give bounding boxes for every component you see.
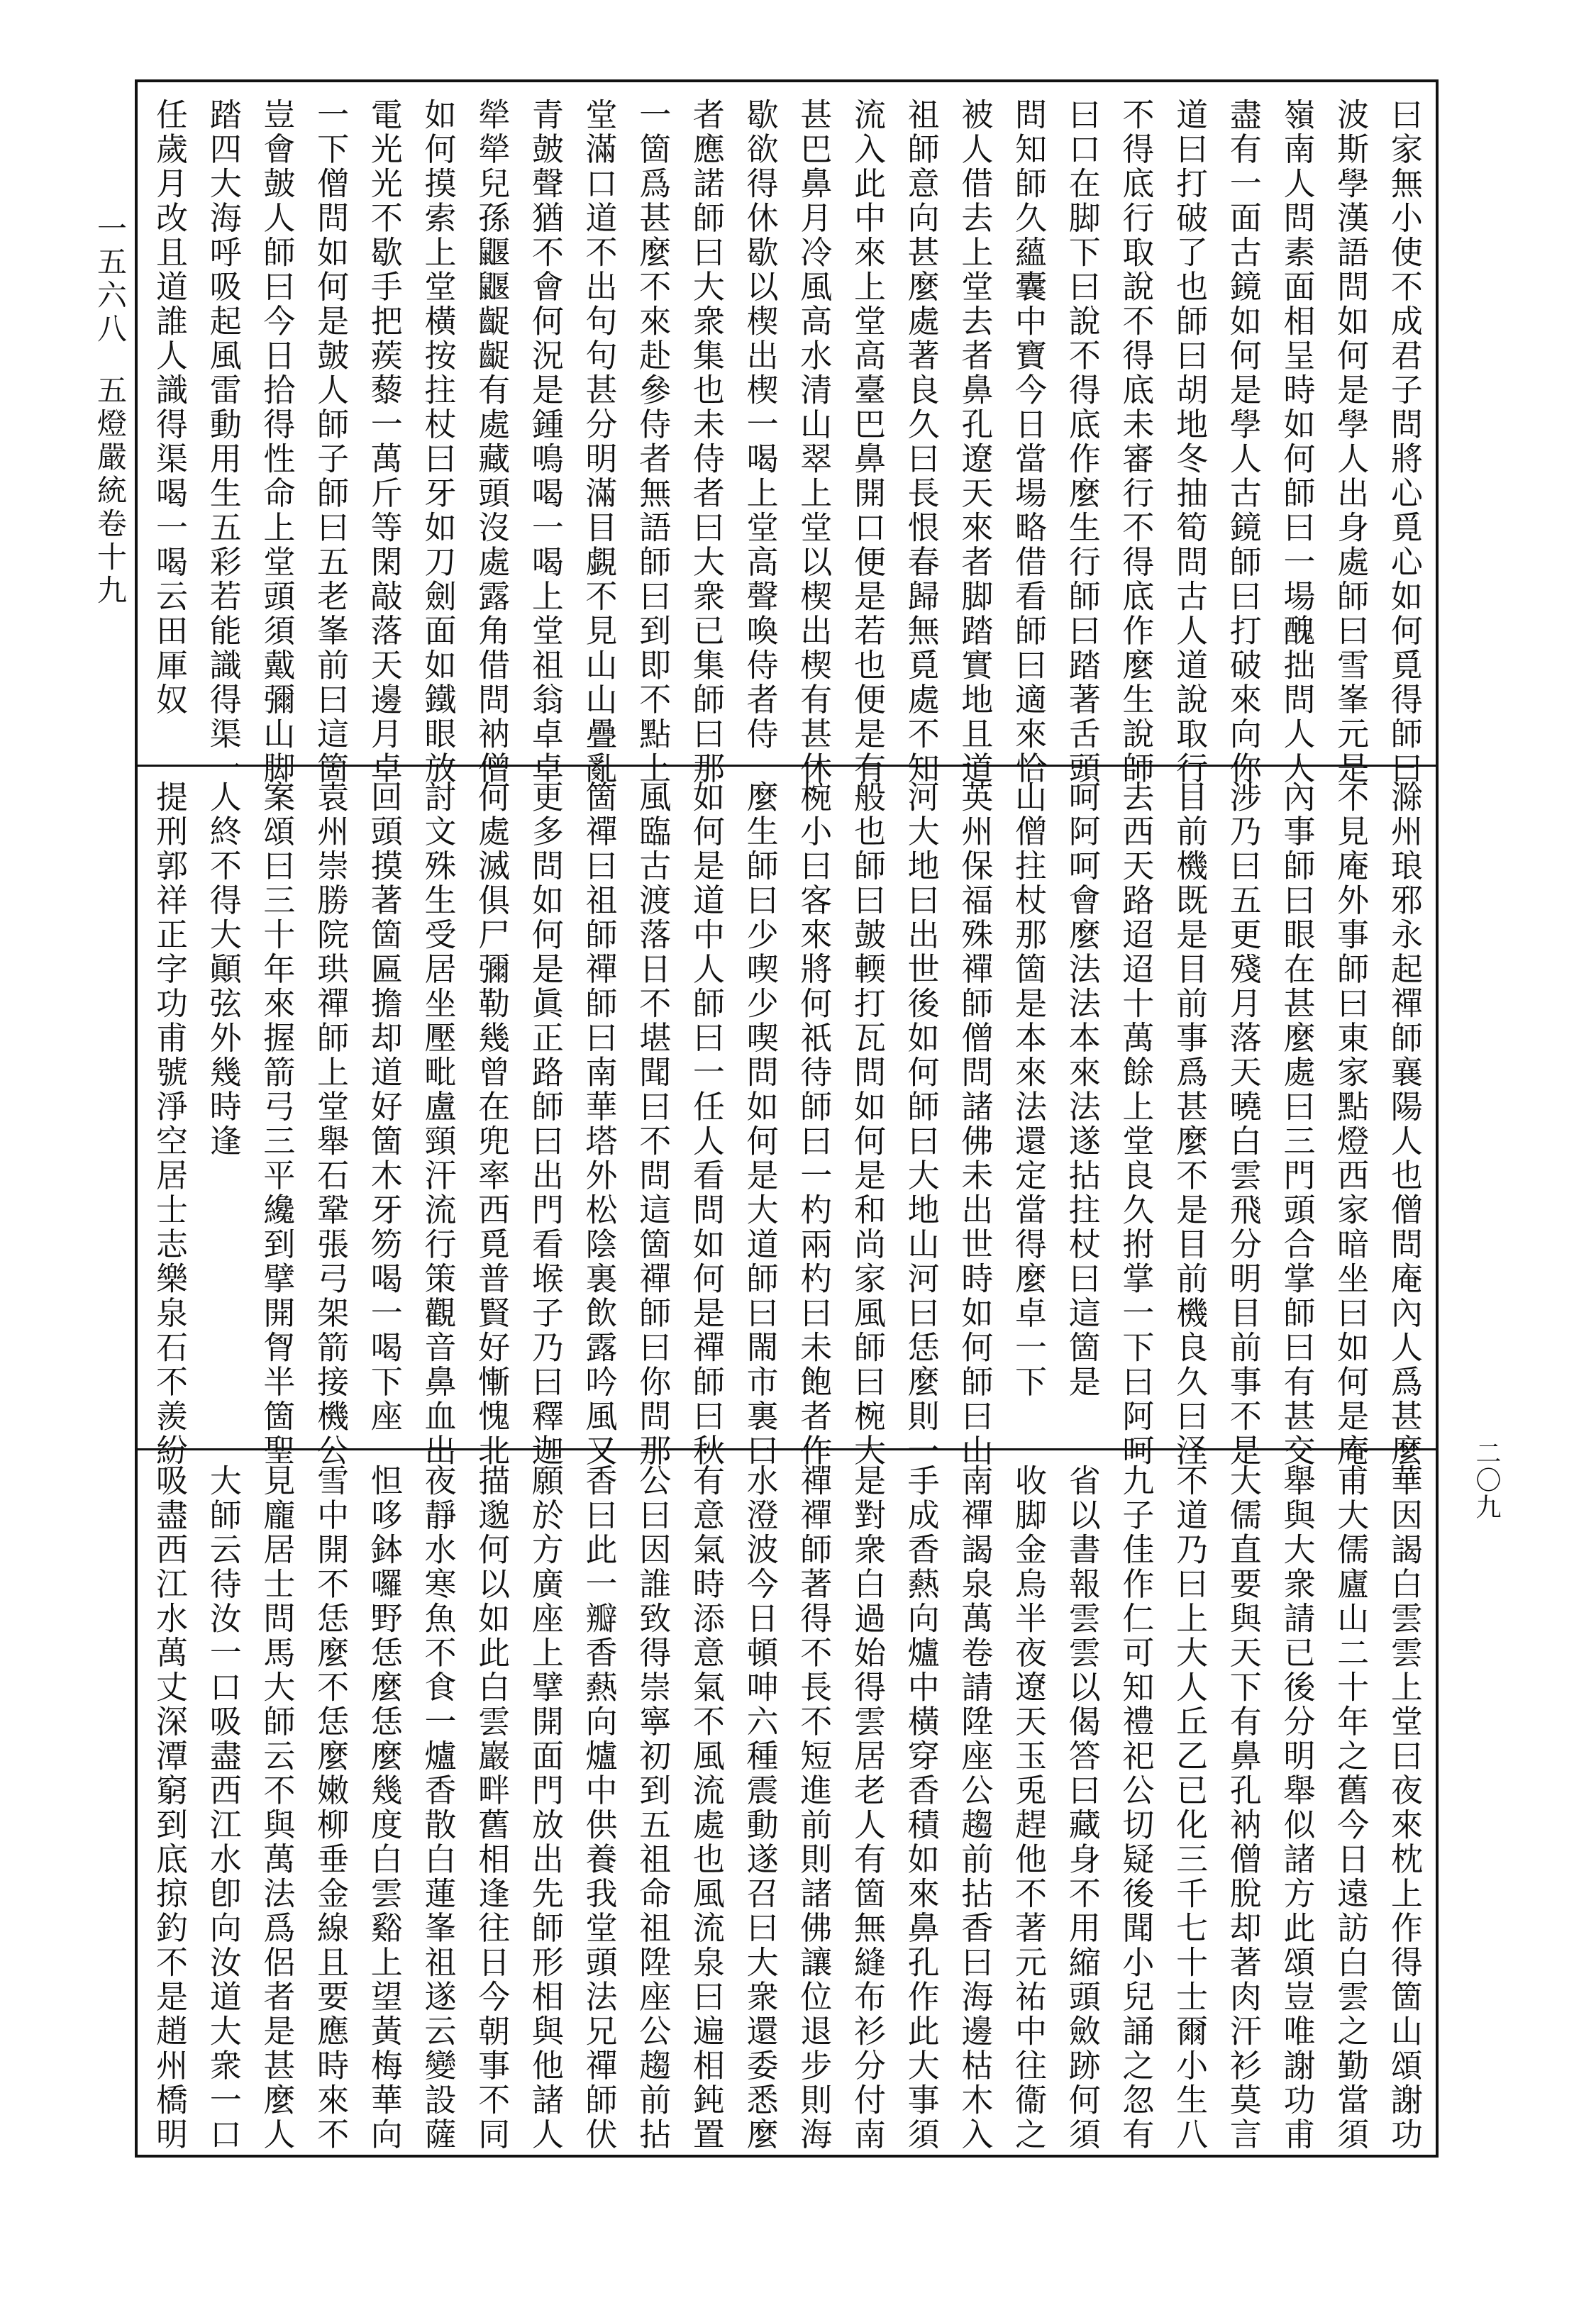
- text-column: 收脚金烏半夜遼天玉兎趕他不著元祐中往衞之: [1009, 1464, 1047, 2152]
- text-column: 目前機既是目前事爲甚麼不是目前機良久曰𣲾: [1170, 780, 1209, 1468]
- text-column: 曰家無小使不成君子問將心覓心如何覓得師曰: [1385, 98, 1423, 786]
- text-column: 任歲月改且道誰人識得渠喝一喝云田厙奴: [150, 98, 188, 717]
- text-column: 波斯學漢語問如何是學人出身處師曰雪峯元是: [1331, 98, 1370, 786]
- text-column: 回頭摸著箇匾擔却道好箇木牙笏喝一喝下座: [365, 780, 403, 1434]
- text-column: 華因謁白雲雲上堂曰夜來枕上作得箇山頌謝功: [1385, 1464, 1423, 2152]
- register-top: [138, 98, 1436, 786]
- text-column: 嶺南人問素面相呈時如何師曰一場醜拙問人人: [1278, 98, 1316, 786]
- text-column: 南禪謁泉萬卷請陞座公趨前拈香曰海邊枯木入: [955, 1464, 994, 2152]
- text-column: 呵阿呵會麼法法本來法遂拈拄杖曰這箇是: [1063, 780, 1101, 1399]
- text-column: 有意氣時添意氣不風流處也風流泉曰遍相鈍置: [687, 1464, 725, 2152]
- text-column: 不道乃曰上大人丘乙已化三千七十士爾小生八: [1170, 1464, 1209, 2152]
- text-column: 堂滿口道不出句句甚分明滿目覷不見山山疊亂: [580, 98, 618, 786]
- text-column: 風臨古渡落日不堪聞曰不問這箇禪師曰你問那: [633, 780, 672, 1468]
- text-column: 大儒直要與天下有鼻孔衲僧脫却著肉汗衫莫言: [1224, 1464, 1262, 2152]
- text-column: 公曰因誰致得崇寧初到五祖命祖陞座公趨前拈: [633, 1464, 672, 2152]
- text-column: 盡有一面古鏡如何是學人古鏡師曰打破來向你: [1224, 98, 1262, 786]
- text-column: 禪禪師著得不長不短進前則諸佛讓位退步則海: [794, 1464, 833, 2152]
- text-column: 雪中開不恁麼不恁麼嫩柳垂金線且要應時來不: [311, 1464, 350, 2152]
- text-columns: [138, 98, 1436, 786]
- text-column: 山僧拄杖那箇是本來法還定當得麼卓一下: [1009, 780, 1047, 1399]
- text-column: 手成香爇向爐中橫穿香積如來鼻孔作此大事須: [902, 1464, 940, 2152]
- text-column: 九子佳作仁可知禮祀公切疑後聞小兒誦之忽有: [1116, 1464, 1155, 2152]
- text-column: 河大地曰出世後如何師曰大地山河曰恁麼則一: [902, 780, 940, 1468]
- text-column: 描邈何以如此白雲巖畔舊相逢往日今朝事不同: [472, 1464, 511, 2152]
- text-column: 見龐居士問馬大師云不與萬法爲侶者是甚麼人: [257, 1464, 296, 2152]
- text-column: 甫大儒廬山二十年之舊今日遠訪白雲之勤當須: [1331, 1464, 1370, 2152]
- text-column: 青皷聲猶不會何況是鍾鳴喝一喝上堂祖翁卓卓: [526, 98, 564, 786]
- text-column: 麼生師曰少喫少喫問如何是大道師曰閙市裏曰: [741, 780, 779, 1468]
- text-column: 涉乃曰五更殘月落天曉白雲飛分明目前事不是: [1224, 780, 1262, 1468]
- text-column: 不見庵外事師曰東家點燈西家暗坐曰如何是庵: [1331, 780, 1370, 1468]
- folio-number: 二〇九: [1472, 1440, 1501, 1521]
- text-column: 香曰此一瓣香爇向爐中供養我堂頭法兄禪師伏: [580, 1464, 618, 2152]
- text-column: 怛哆鉢囉野恁麼恁麼幾度白雲谿上望黃梅華向: [365, 1464, 403, 2152]
- text-column: 道曰打破了也師曰胡地冬抽筍問古人道說取行: [1170, 98, 1209, 786]
- text-column: 英州保福殊禪師僧問諸佛未出世時如何師曰山: [955, 780, 994, 1468]
- text-column: 人終不得大顚弦外幾時逢: [204, 780, 242, 1159]
- text-columns: [138, 780, 1436, 1468]
- text-column: 者應諾師曰大衆集也未侍者曰大衆已集師曰那: [687, 98, 725, 786]
- text-column: 一下僧問如何是皷人師子師曰五老峯前曰這箇: [311, 98, 350, 786]
- text-column: 不得底行取說不得底未審行不得底作麼生說師: [1116, 98, 1155, 786]
- text-column: 被人借去上堂去者鼻孔遼天來者脚踏實地且道: [955, 98, 994, 786]
- text-column: 箇禪曰祖師禪師曰南華塔外松陰裏飲露吟風又: [580, 780, 618, 1468]
- text-column: 何處滅俱尸彌勒幾曾在兜率西覓普賢好慚愧北: [472, 780, 511, 1468]
- text-column: 犖犖兒孫鼴鼴齪齪有處藏頭沒處露角借問衲僧: [472, 98, 511, 786]
- text-column: 案頌曰三十年來握箭弓三平纔到擘開胷半箇聖: [257, 780, 296, 1468]
- text-column: 內事師曰眼在甚麼處曰三門頭合掌師曰有甚交: [1278, 780, 1316, 1468]
- page-frame: [135, 79, 1439, 2158]
- text-column: 大師云待汝一口吸盡西江水卽向汝道大衆一口: [204, 1464, 242, 2152]
- text-column: 舉與大衆請已後分明舉似諸方此頌豈唯謝功甫: [1278, 1464, 1316, 2152]
- text-column: 踏四大海呼吸起風雷動用生五彩若能識得渠一: [204, 98, 242, 786]
- text-column: 滁州琅邪永起禪師襄陽人也僧問庵內人爲甚麼: [1385, 780, 1423, 1468]
- text-column: 一箇爲甚麼不來赴參侍者無語師曰到即不點上: [633, 98, 672, 786]
- text-column: 豈會皷人師曰今日拾得性命上堂頭須戴彌山脚: [257, 98, 296, 786]
- register-bottom: [138, 1464, 1436, 2152]
- text-column: 袁州崇勝院珙禪師上堂舉石鞏張弓架箭接機公: [311, 780, 350, 1468]
- text-column: 甚巴鼻月冷風高水清山翠上堂以楔出楔有甚休: [794, 98, 833, 786]
- text-columns: [138, 1464, 1436, 2152]
- text-column: 是對衆白過始得雲居老人有箇無縫布衫分付南: [848, 1464, 886, 2152]
- text-column: 討文殊生受居坐壓毗盧頸汗流行策觀音鼻血出: [419, 780, 457, 1468]
- text-column: 提刑郭祥正字功甫號淨空居士志樂泉石不羨紛: [150, 780, 188, 1468]
- text-column: 水澄波今日頓呻六種震動遂召曰大衆還委悉麼: [741, 1464, 779, 2152]
- text-column: 願於方廣座上擘開面門放出先師形相與他諸人: [526, 1464, 564, 2152]
- text-column: 如何摸索上堂橫按拄杖曰牙如刀劍面如鐵眼放: [419, 98, 457, 786]
- text-column: 問知師久蘊囊中寶今日當場略借看師曰適來恰: [1009, 98, 1047, 786]
- page-number: 一五六八: [93, 213, 128, 346]
- text-column: 般也師曰皷輭打瓦問如何是和尚家風師曰椀大: [848, 780, 886, 1468]
- book-title: 五燈嚴統卷十九: [93, 374, 128, 608]
- text-column: 吸盡西江水萬丈深潭窮到底掠釣不是趙州橋明: [150, 1464, 188, 2152]
- text-column: 如何是道中人師曰一任人看問如何是禪師曰秋: [687, 780, 725, 1468]
- text-column: 更多問如何是眞正路師曰出門看堠子乃曰釋迦: [526, 780, 564, 1468]
- text-column: 祖師意向甚麼處著良久曰長恨春歸無覓處不知: [902, 98, 940, 786]
- text-column: 曰口在脚下曰說不得底作麼生行師曰踏著舌頭: [1063, 98, 1101, 786]
- text-column: 夜靜水寒魚不食一爐香散白蓮峯祖遂云變設薩: [419, 1464, 457, 2152]
- text-column: 電光光不歇手把蒺藜一萬斤等閑敲落天邊月卓: [365, 98, 403, 786]
- text-column: 椀小曰客來將何祇待師曰一杓兩杓曰未飽者作: [794, 780, 833, 1468]
- text-column: 歇欲得休歇以楔出楔一喝上堂高聲喚侍者侍: [741, 98, 779, 752]
- running-header: [89, 213, 131, 608]
- text-column: 省以書報雲雲以偈答曰藏身不用縮頭斂跡何須: [1063, 1464, 1101, 2152]
- register-middle: [138, 780, 1436, 1468]
- text-column: 流入此中來上堂高臺巴鼻開口便是若也便是有: [848, 98, 886, 786]
- text-column: 去西天路迢迢十萬餘上堂良久拊掌一下曰阿呵: [1116, 780, 1155, 1468]
